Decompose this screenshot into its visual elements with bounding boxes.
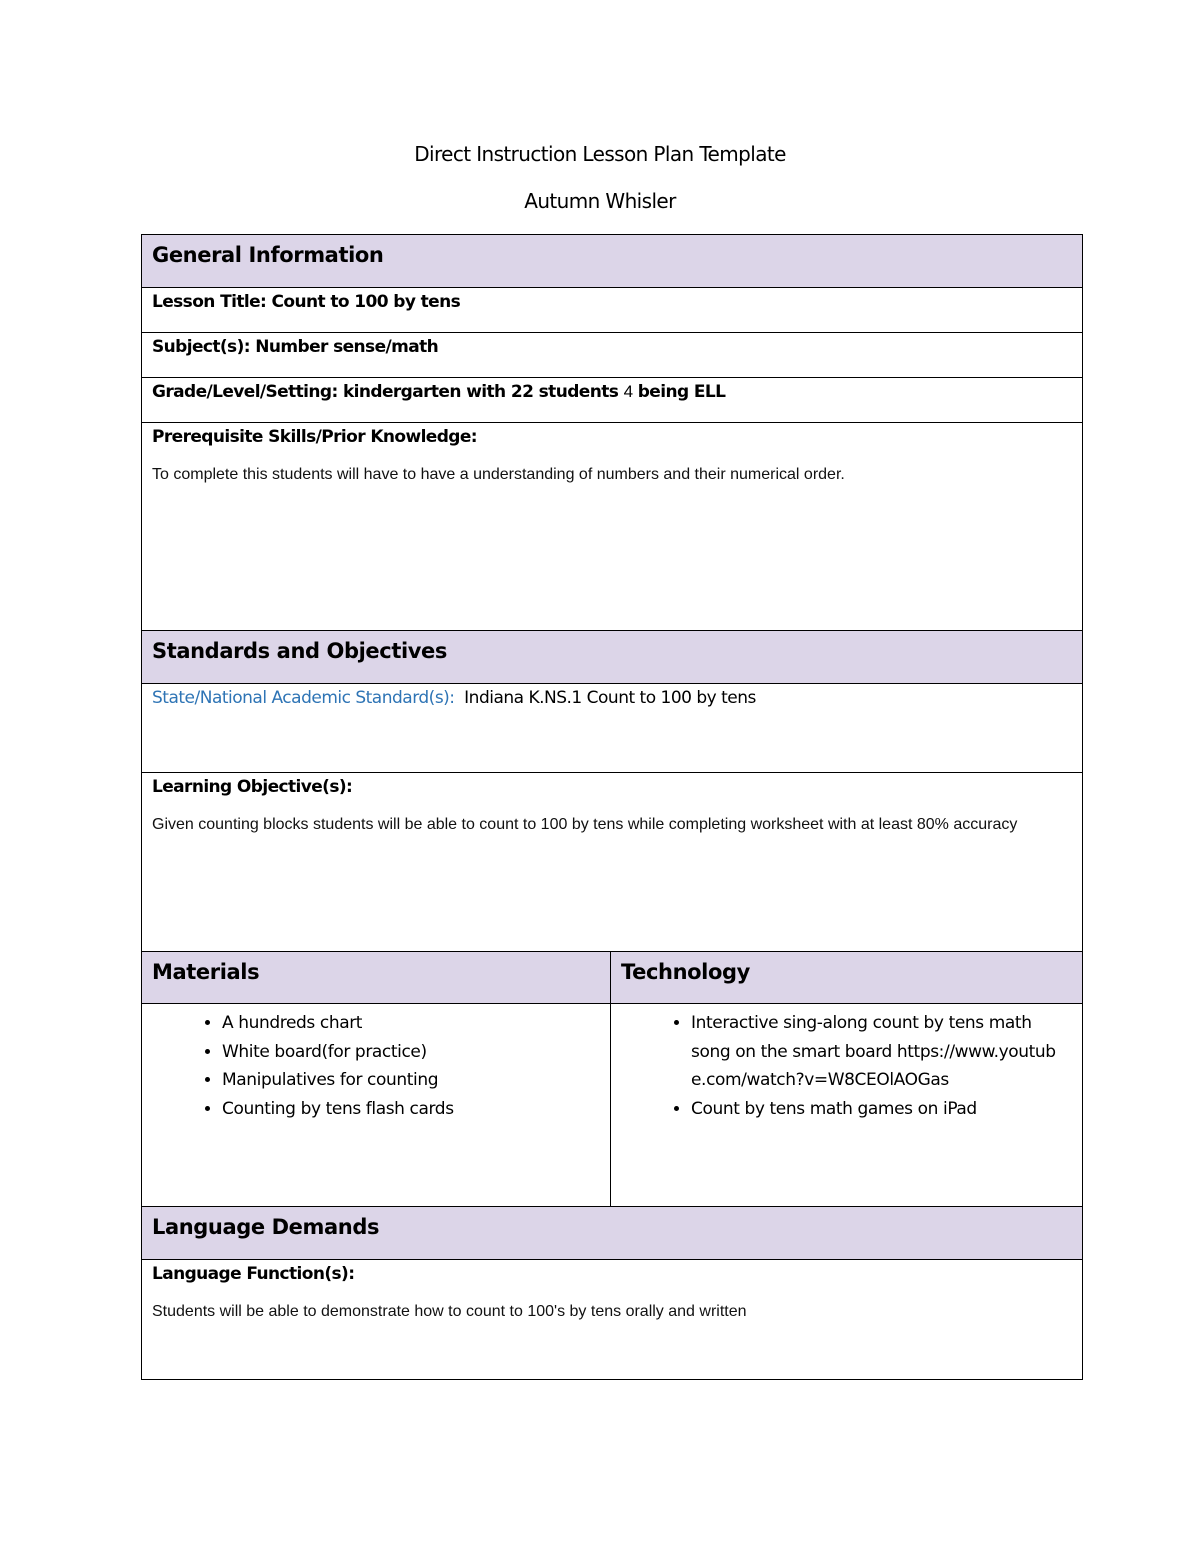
learning-objective-cell <box>142 773 1083 952</box>
academic-standard-cell <box>142 684 1083 773</box>
lesson-title: Lesson Title: Count to 100 by tens <box>142 288 1083 333</box>
materials-list <box>152 1009 600 1123</box>
grade-level-setting <box>142 378 1083 423</box>
author-name: Autumn Whisler <box>524 189 676 213</box>
list-item: • Counting by tens flash cards <box>222 1095 600 1124</box>
list-item: • Count by tens math games on iPad <box>691 1095 1066 1124</box>
learning-objective-label: Learning Objective(s): <box>152 777 353 797</box>
section-standards-objectives: Standards and Objectives <box>142 631 1083 684</box>
section-technology: Technology <box>611 952 1083 1004</box>
section-general-information: General Information <box>142 235 1083 288</box>
subjects: Subject(s): Number sense/math <box>142 333 1083 378</box>
academic-standard-value: Indiana K.NS.1 Count to 100 by tens <box>464 688 756 708</box>
language-function-cell <box>142 1260 1083 1380</box>
academic-standard-label: State/National Academic Standard(s): <box>152 688 455 708</box>
grade-level-text: Grade/Level/Setting: kindergarten with 22 students <box>152 382 624 402</box>
language-function-text: Students will be able to demonstrate how to count to 100's by tens orally and written <box>152 1303 747 1320</box>
learning-objective-text: Given counting blocks students will be able to count to 100 by tens while completing worksheet with at least 80% accuracy <box>152 816 1018 833</box>
language-function-label: Language Function(s): <box>152 1264 355 1284</box>
section-language-demands: Language Demands <box>142 1207 1083 1260</box>
list-item: • A hundreds chart <box>222 1009 600 1038</box>
technology-item-text: Interactive sing-along count by tens math song on the smart board <box>691 1013 1032 1062</box>
materials-list-cell <box>142 1004 611 1207</box>
page-title: Direct Instruction Lesson Plan Template <box>414 142 786 166</box>
list-item: • Manipulatives for counting <box>222 1066 600 1095</box>
technology-list-cell <box>611 1004 1083 1207</box>
lesson-plan-table <box>141 234 1083 1380</box>
grade-ell-text: being ELL <box>632 382 726 402</box>
prerequisite-skills-cell <box>142 423 1083 631</box>
list-item <box>691 1009 1066 1095</box>
grade-ell-count: 4 <box>623 382 633 401</box>
youtube-link[interactable]: https://www.youtube.com/watch?v=W8CEOlAOGas <box>691 1041 1056 1090</box>
section-materials: Materials <box>142 952 611 1004</box>
technology-list <box>621 1009 1072 1123</box>
list-item: • White board(for practice) <box>222 1038 600 1067</box>
prerequisite-text: To complete this students will have to have a understanding of numbers and their numerical order. <box>152 466 845 483</box>
prerequisite-label: Prerequisite Skills/Prior Knowledge: <box>152 427 477 447</box>
